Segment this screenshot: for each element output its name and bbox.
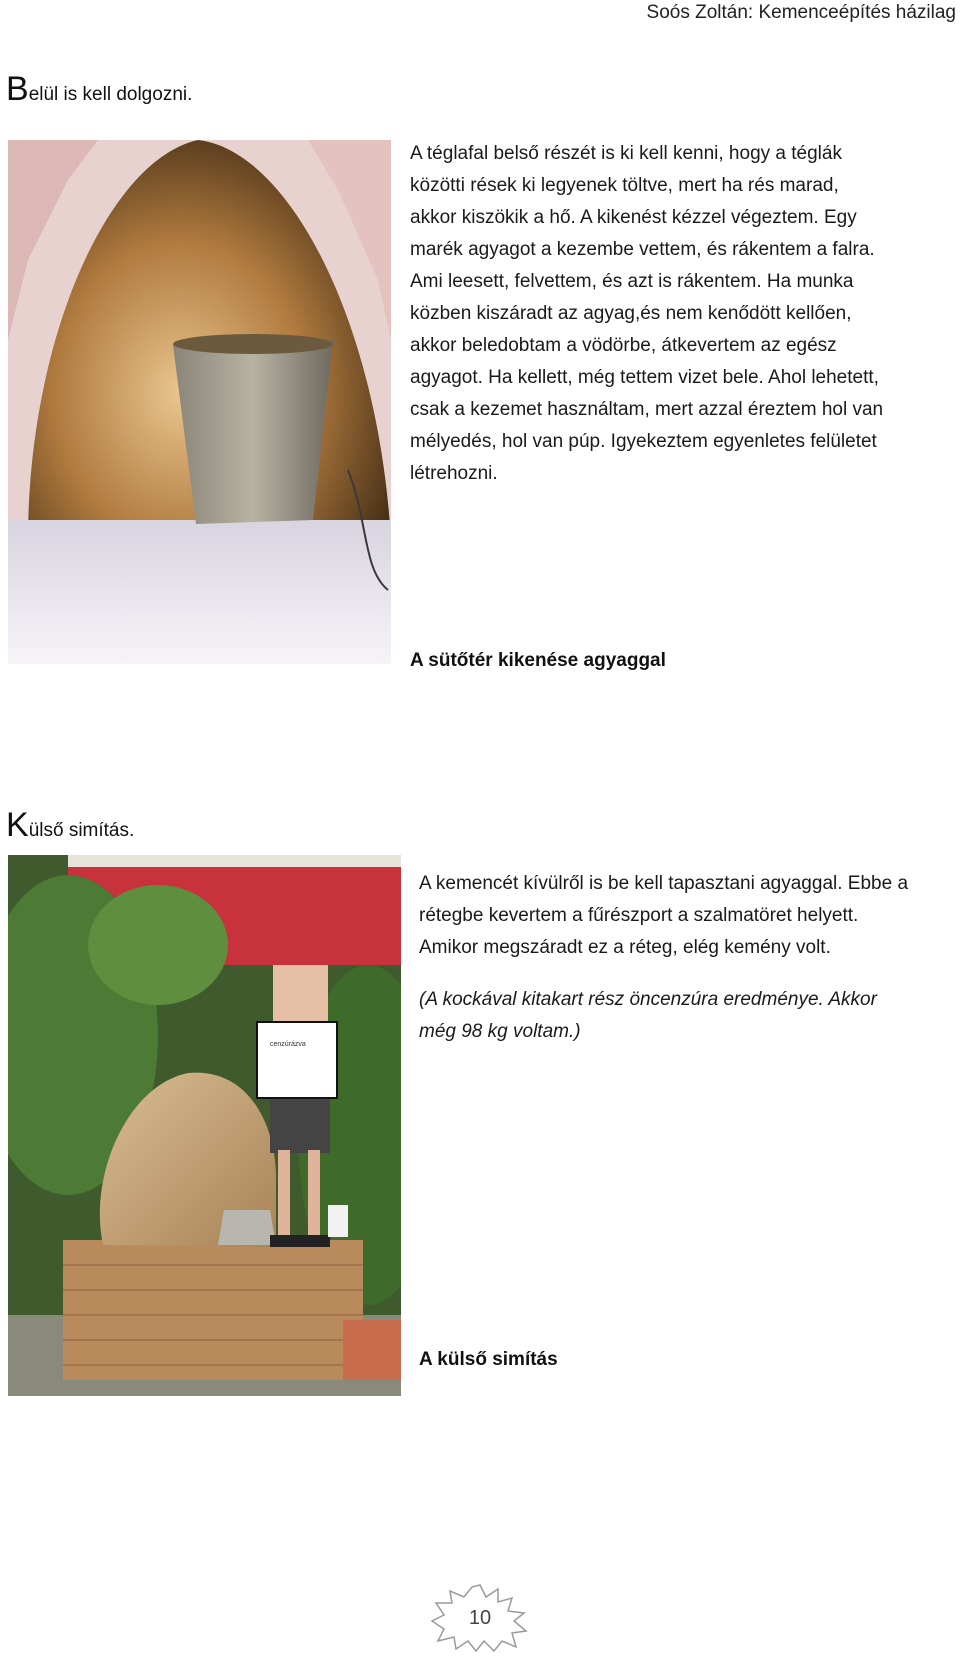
page-number-badge bbox=[428, 1583, 532, 1653]
oven-exterior-image bbox=[8, 855, 401, 1396]
oven-interior-image bbox=[8, 140, 391, 664]
heading-initial: B bbox=[6, 70, 29, 108]
paragraph-outside-2: (A kockával kitakart rész öncenzúra eredménye. Akkor még 98 kg voltam.) bbox=[419, 989, 877, 1042]
censor-box bbox=[256, 1021, 338, 1099]
censor-label: cenzúrázva bbox=[270, 1041, 306, 1048]
caption-inside: A sütőtér kikenése agyaggal bbox=[410, 650, 666, 671]
body-text-outside bbox=[419, 868, 911, 1048]
section-heading-outside bbox=[6, 808, 134, 842]
heading-text: elül is kell dolgozni. bbox=[28, 84, 193, 105]
caption-outside: A külső simítás bbox=[419, 1349, 558, 1370]
paragraph-inside: A téglafal belső részét is ki kell kenni, hogy a téglák közötti rések ki legyenek töltve, mert ha rés marad, akkor kiszökik a hő. A kikenést kézzel végeztem. Egy marék agyagot a kezembe vettem, és rákentem a falra. Ami leesett, felvettem, és azt is rákentem. Ha munka közben kiszáradt az agyag,és nem kenődött kellően, akkor beledobtam a vödörbe, átkevertem az egész agyagot. Ha kellett, még tettem vizet bele. Ahol lehetett, csak a kezemet használtam, mert azzal éreztem hol van mélyedés, hol van púp. Igyekeztem egyenletes felületet létrehozni. bbox=[410, 143, 884, 484]
photo-oven-exterior bbox=[8, 855, 401, 1396]
heading-text: ülső simítás. bbox=[28, 820, 135, 841]
section-heading-inside bbox=[6, 72, 192, 106]
heading-initial: K bbox=[6, 806, 29, 844]
body-text-inside bbox=[410, 138, 888, 490]
paragraph-outside-1: A kemencét kívülről is be kell tapasztani agyaggal. Ebbe a rétegbe kevertem a fűrészport a szalmatöret helyett. Amikor megszáradt ez a réteg, elég kemény volt. bbox=[419, 873, 909, 958]
running-header: Soós Zoltán: Kemenceépítés házilag bbox=[646, 2, 956, 23]
page-number: 10 bbox=[468, 1607, 492, 1629]
photo-oven-interior bbox=[8, 140, 391, 664]
